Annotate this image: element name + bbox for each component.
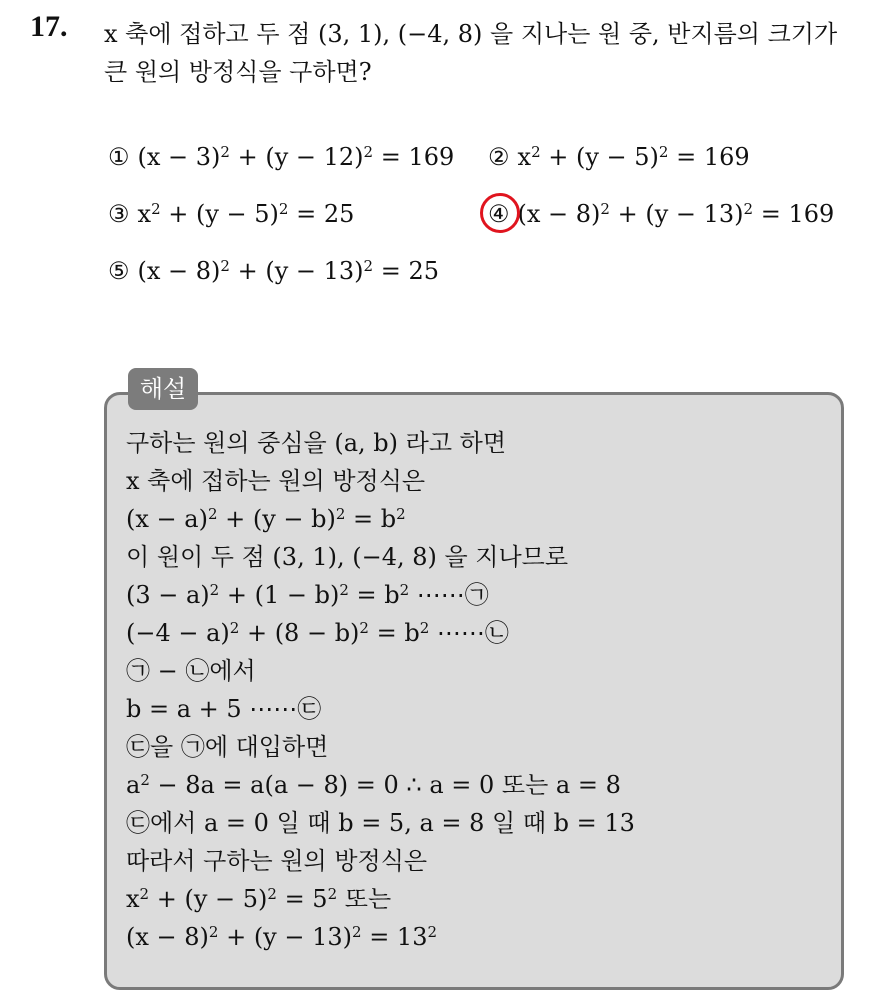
solution-text: = 13: [361, 923, 428, 951]
choice-2-term-b: + (y − 5): [540, 143, 659, 171]
solution-exponent: 2: [267, 884, 277, 903]
solution-exponent: 2: [207, 504, 218, 523]
solution-exponent: 2: [140, 770, 150, 789]
choice-1-term-a: (x − 3): [137, 143, 221, 171]
solution-text: (x − 8): [126, 923, 209, 951]
solution-line: [126, 842, 635, 880]
solution-line: [126, 804, 635, 842]
solution-exponent: 2: [396, 504, 406, 523]
solution-exponent: 2: [427, 922, 438, 941]
choice-4-term-b: + (y − 13): [609, 200, 744, 228]
choice-4-exp-b: 2: [743, 199, 754, 218]
solution-text: x: [126, 885, 140, 913]
solution-text: + (1 − b): [219, 581, 340, 609]
solution-text: ㉠ − ㉡에서: [126, 657, 256, 685]
solution-exponent: 2: [335, 504, 346, 523]
solution-line: [126, 462, 635, 500]
solution-line: [126, 424, 635, 462]
choice-3-term-b: + (y − 5): [160, 200, 279, 228]
choice-2-rhs: = 169: [668, 143, 750, 171]
solution-line: [126, 538, 635, 576]
selected-answer-circle: [480, 193, 520, 233]
solution-text: + (y − 5): [149, 885, 268, 913]
choice-4-term-a: (x − 8): [517, 200, 601, 228]
solution-text: 이 원이 두 점 (3, 1), (−4, 8) 을 지나므로: [126, 543, 569, 571]
solution-exponent: 2: [339, 580, 349, 599]
choice-3-exp-b: 2: [278, 199, 289, 218]
solution-text: − 8a = a(a − 8) = 0 ∴ a = 0 또는 a = 8: [149, 771, 621, 799]
solution-exponent: 2: [327, 884, 338, 903]
solution-line: [126, 918, 635, 956]
choice-2-exp-b: 2: [658, 142, 669, 161]
choice-5-exp-a: 2: [220, 256, 230, 275]
choice-3[interactable]: [108, 200, 354, 228]
solution-text: (x − a): [126, 505, 208, 533]
choice-3-rhs: = 25: [288, 200, 355, 228]
choice-2-exp-a: 2: [531, 142, 541, 161]
solution-text: (3 − a): [126, 581, 210, 609]
solution-lines: [126, 424, 635, 956]
solution-line: [126, 500, 635, 538]
solution-exponent: 2: [209, 580, 220, 599]
question-text-line-2: 큰 원의 방정식을 구하면?: [104, 58, 372, 86]
choice-2-term-a: x: [517, 143, 532, 171]
choice-4-rhs: = 169: [753, 200, 835, 228]
solution-line: [126, 728, 635, 766]
solution-text: + (y − 13): [218, 923, 353, 951]
solution-text: = b: [345, 505, 397, 533]
solution-text: 구하는 원의 중심을 (a, b) 라고 하면: [126, 429, 507, 457]
choice-5[interactable]: [108, 257, 439, 285]
choice-1[interactable]: [108, 143, 454, 171]
choice-5-rhs: = 25: [373, 257, 439, 285]
choice-1-rhs: = 169: [373, 143, 455, 171]
choice-1-mark: ①: [108, 143, 130, 171]
solution-text: 또는: [337, 885, 392, 913]
choice-1-exp-b: 2: [363, 142, 374, 161]
solution-line: [126, 880, 635, 918]
solution-text: + (8 − b): [239, 619, 360, 647]
solution-text: = b: [368, 619, 420, 647]
solution-line: [126, 652, 635, 690]
solution-line: [126, 766, 635, 804]
solution-text: x 축에 접하는 원의 방정식은: [126, 467, 426, 495]
choice-4[interactable]: [488, 200, 834, 228]
choice-3-mark: ③: [108, 200, 130, 228]
solution-text: b = a + 5 ⋯⋯㉢: [126, 695, 322, 723]
solution-text: ㉢에서 a = 0 일 때 b = 5, a = 8 일 때 b = 13: [126, 809, 635, 837]
solution-exponent: 2: [139, 884, 150, 903]
solution-exponent: 2: [419, 618, 430, 637]
choice-5-mark: ⑤: [108, 257, 130, 285]
choice-5-exp-b: 2: [363, 256, 374, 275]
solution-text: 따라서 구하는 원의 방정식은: [126, 847, 428, 875]
solution-text: a: [126, 771, 141, 799]
solution-text: = b: [348, 581, 400, 609]
solution-exponent: 2: [359, 618, 369, 637]
choice-3-term-a: x: [137, 200, 152, 228]
choice-1-term-b: + (y − 12): [229, 143, 364, 171]
solution-exponent: 2: [352, 922, 362, 941]
choice-4-exp-a: 2: [600, 199, 610, 218]
solution-text: (−4 − a): [126, 619, 230, 647]
choice-3-exp-a: 2: [151, 199, 161, 218]
solution-line: [126, 690, 635, 728]
choice-5-term-b: + (y − 13): [229, 257, 364, 285]
solution-tag: 해설: [128, 368, 198, 410]
solution-exponent: 2: [399, 580, 410, 599]
solution-line: [126, 576, 635, 614]
question-number: 17.: [30, 10, 68, 43]
choice-5-term-a: (x − 8): [137, 257, 221, 285]
solution-text: ⋯⋯㉡: [429, 619, 509, 647]
solution-text: ⋯⋯㉠: [409, 581, 489, 609]
solution-line: [126, 614, 635, 652]
solution-exponent: 2: [229, 618, 240, 637]
choice-2-mark: ②: [488, 143, 510, 171]
solution-text: + (y − b): [217, 505, 336, 533]
solution-text: ㉢을 ㉠에 대입하면: [126, 733, 329, 761]
solution-text: = 5: [276, 885, 328, 913]
choice-1-exp-a: 2: [220, 142, 230, 161]
choice-2[interactable]: [488, 143, 750, 171]
question-text-line-1: x 축에 접하고 두 점 (3, 1), (−4, 8) 을 지나는 원 중, 반지름의 크기가: [104, 20, 838, 48]
solution-exponent: 2: [208, 922, 219, 941]
choice-4-mark: ④: [488, 200, 510, 228]
